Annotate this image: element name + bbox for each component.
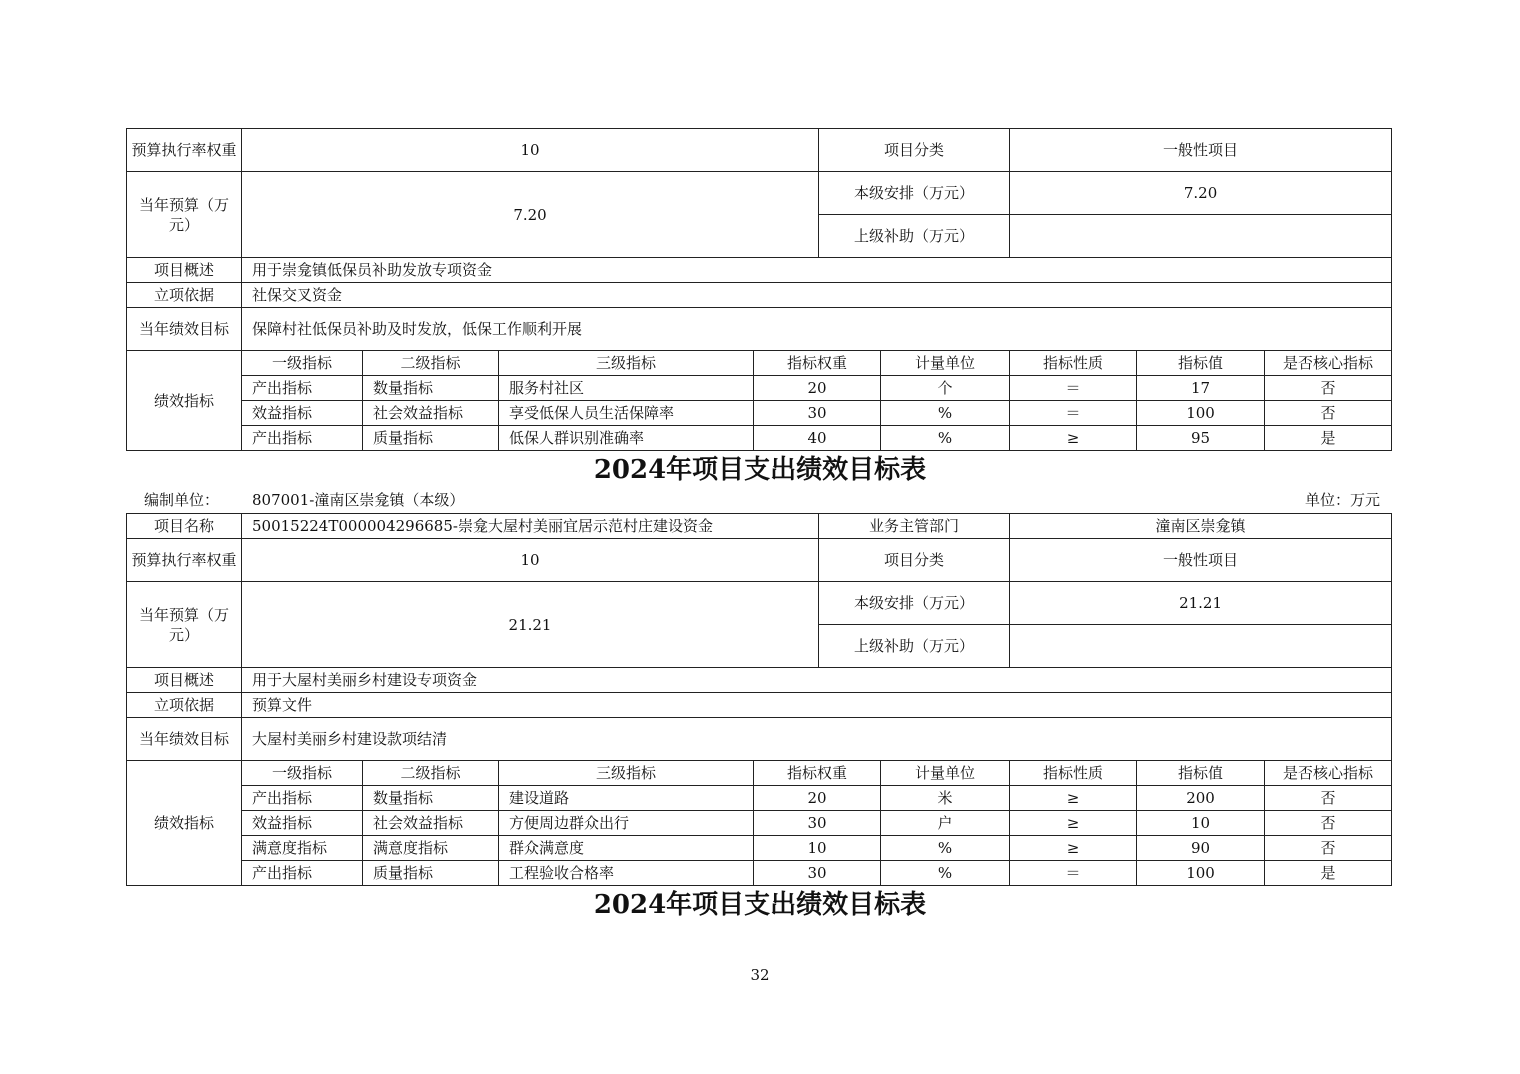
performance-table-2 [126, 513, 1392, 886]
dept-value: 潼南区崇龛镇 [1010, 514, 1392, 539]
indicators-label: 绩效指标 [127, 761, 242, 886]
cell-weight: 40 [754, 426, 881, 451]
cell-core: 否 [1265, 811, 1392, 836]
table-row [127, 861, 1392, 886]
performance-table-1 [126, 128, 1392, 451]
local-arrangement-value: 21.21 [1010, 582, 1392, 625]
cell-level3: 方便周边群众出行 [499, 811, 754, 836]
cell-level3: 群众满意度 [499, 836, 754, 861]
cell-level2: 数量指标 [363, 786, 499, 811]
local-arrangement-label: 本级安排（万元） [819, 172, 1010, 215]
header-weight: 指标权重 [754, 351, 881, 376]
goal-value: 大屋村美丽乡村建设款项结清 [242, 718, 1392, 761]
budget-rate-weight-label: 预算执行率权重 [127, 539, 242, 582]
annual-budget-label: 当年预算（万元） [127, 172, 242, 258]
cell-level2: 满意度指标 [363, 836, 499, 861]
cell-core: 否 [1265, 376, 1392, 401]
cell-unit: % [881, 426, 1010, 451]
cell-core: 否 [1265, 836, 1392, 861]
project-category-label: 项目分类 [819, 539, 1010, 582]
overview-label: 项目概述 [127, 668, 242, 693]
indicators-label: 绩效指标 [127, 351, 242, 451]
superior-subsidy-label: 上级补助（万元） [819, 625, 1010, 668]
overview-label: 项目概述 [127, 258, 242, 283]
goal-label: 当年绩效目标 [127, 718, 242, 761]
cell-level2: 质量指标 [363, 861, 499, 886]
superior-subsidy-value [1010, 215, 1392, 258]
cell-unit: % [881, 401, 1010, 426]
table-title: 2024年项目支出绩效目标表 [593, 455, 927, 485]
cell-level2: 数量指标 [363, 376, 499, 401]
cell-nature: ≥ [1010, 426, 1137, 451]
unit-label: 单位：万元 [1304, 491, 1380, 509]
cell-level3: 服务村社区 [499, 376, 754, 401]
budget-rate-weight-value: 10 [242, 129, 819, 172]
header-nature: 指标性质 [1010, 351, 1137, 376]
cell-value: 200 [1137, 786, 1265, 811]
cell-level1: 产出指标 [242, 376, 363, 401]
org-value: 807001-潼南区崇龛镇（本级） [252, 491, 465, 509]
table-row [127, 836, 1392, 861]
cell-unit: % [881, 861, 1010, 886]
header-nature: 指标性质 [1010, 761, 1137, 786]
cell-unit: 户 [881, 811, 1010, 836]
table-row [127, 401, 1392, 426]
header-unit: 计量单位 [881, 351, 1010, 376]
header-level1: 一级指标 [242, 351, 363, 376]
header-unit: 计量单位 [881, 761, 1010, 786]
basis-value: 预算文件 [242, 693, 1392, 718]
cell-value: 100 [1137, 401, 1265, 426]
basis-label: 立项依据 [127, 283, 242, 308]
cell-core: 是 [1265, 426, 1392, 451]
cell-level1: 产出指标 [242, 786, 363, 811]
cell-unit: 米 [881, 786, 1010, 811]
cell-core: 否 [1265, 786, 1392, 811]
cell-nature: ≥ [1010, 836, 1137, 861]
budget-rate-weight-value: 10 [242, 539, 819, 582]
cell-nature: ≥ [1010, 811, 1137, 836]
local-arrangement-value: 7.20 [1010, 172, 1392, 215]
cell-value: 17 [1137, 376, 1265, 401]
cell-weight: 10 [754, 836, 881, 861]
goal-label: 当年绩效目标 [127, 308, 242, 351]
cell-level2: 社会效益指标 [363, 811, 499, 836]
cell-weight: 20 [754, 376, 881, 401]
budget-rate-weight-label: 预算执行率权重 [127, 129, 242, 172]
project-name-value: 50015224T000004296685-崇龛大屋村美丽宜居示范村庄建设资金 [242, 514, 819, 539]
cell-value: 10 [1137, 811, 1265, 836]
cell-nature: ≥ [1010, 786, 1137, 811]
header-level2: 二级指标 [363, 761, 499, 786]
cell-nature: ＝ [1010, 376, 1137, 401]
project-category-value: 一般性项目 [1010, 129, 1392, 172]
cell-value: 100 [1137, 861, 1265, 886]
overview-value: 用于崇龛镇低保员补助发放专项资金 [242, 258, 1392, 283]
cell-level3: 低保人群识别准确率 [499, 426, 754, 451]
cell-level1: 满意度指标 [242, 836, 363, 861]
cell-weight: 20 [754, 786, 881, 811]
local-arrangement-label: 本级安排（万元） [819, 582, 1010, 625]
table-row [127, 376, 1392, 401]
header-level1: 一级指标 [242, 761, 363, 786]
goal-value: 保障村社低保员补助及时发放，低保工作顺利开展 [242, 308, 1392, 351]
header-level3: 三级指标 [499, 351, 754, 376]
cell-level1: 效益指标 [242, 401, 363, 426]
superior-subsidy-label: 上级补助（万元） [819, 215, 1010, 258]
table-title: 2024年项目支出绩效目标表 [593, 890, 927, 920]
cell-level3: 享受低保人员生活保障率 [499, 401, 754, 426]
cell-core: 否 [1265, 401, 1392, 426]
cell-unit: % [881, 836, 1010, 861]
page-number: 32 [750, 966, 770, 984]
annual-budget-value: 7.20 [242, 172, 819, 258]
project-name-label: 项目名称 [127, 514, 242, 539]
cell-unit: 个 [881, 376, 1010, 401]
project-category-value: 一般性项目 [1010, 539, 1392, 582]
cell-level2: 质量指标 [363, 426, 499, 451]
cell-level1: 效益指标 [242, 811, 363, 836]
cell-level2: 社会效益指标 [363, 401, 499, 426]
cell-value: 90 [1137, 836, 1265, 861]
cell-level3: 工程验收合格率 [499, 861, 754, 886]
annual-budget-label: 当年预算（万元） [127, 582, 242, 668]
annual-budget-value: 21.21 [242, 582, 819, 668]
cell-weight: 30 [754, 401, 881, 426]
cell-nature: ＝ [1010, 401, 1137, 426]
project-category-label: 项目分类 [819, 129, 1010, 172]
org-label: 编制单位： [144, 491, 220, 509]
header-weight: 指标权重 [754, 761, 881, 786]
cell-value: 95 [1137, 426, 1265, 451]
cell-nature: ＝ [1010, 861, 1137, 886]
cell-level1: 产出指标 [242, 861, 363, 886]
basis-label: 立项依据 [127, 693, 242, 718]
overview-value: 用于大屋村美丽乡村建设专项资金 [242, 668, 1392, 693]
basis-value: 社保交叉资金 [242, 283, 1392, 308]
table-row [127, 786, 1392, 811]
dept-label: 业务主管部门 [819, 514, 1010, 539]
header-core: 是否核心指标 [1265, 351, 1392, 376]
header-level2: 二级指标 [363, 351, 499, 376]
table-row [127, 811, 1392, 836]
cell-level1: 产出指标 [242, 426, 363, 451]
superior-subsidy-value [1010, 625, 1392, 668]
cell-weight: 30 [754, 811, 881, 836]
table-row [127, 426, 1392, 451]
cell-weight: 30 [754, 861, 881, 886]
header-core: 是否核心指标 [1265, 761, 1392, 786]
cell-level3: 建设道路 [499, 786, 754, 811]
header-level3: 三级指标 [499, 761, 754, 786]
header-value: 指标值 [1137, 761, 1265, 786]
header-value: 指标值 [1137, 351, 1265, 376]
cell-core: 是 [1265, 861, 1392, 886]
